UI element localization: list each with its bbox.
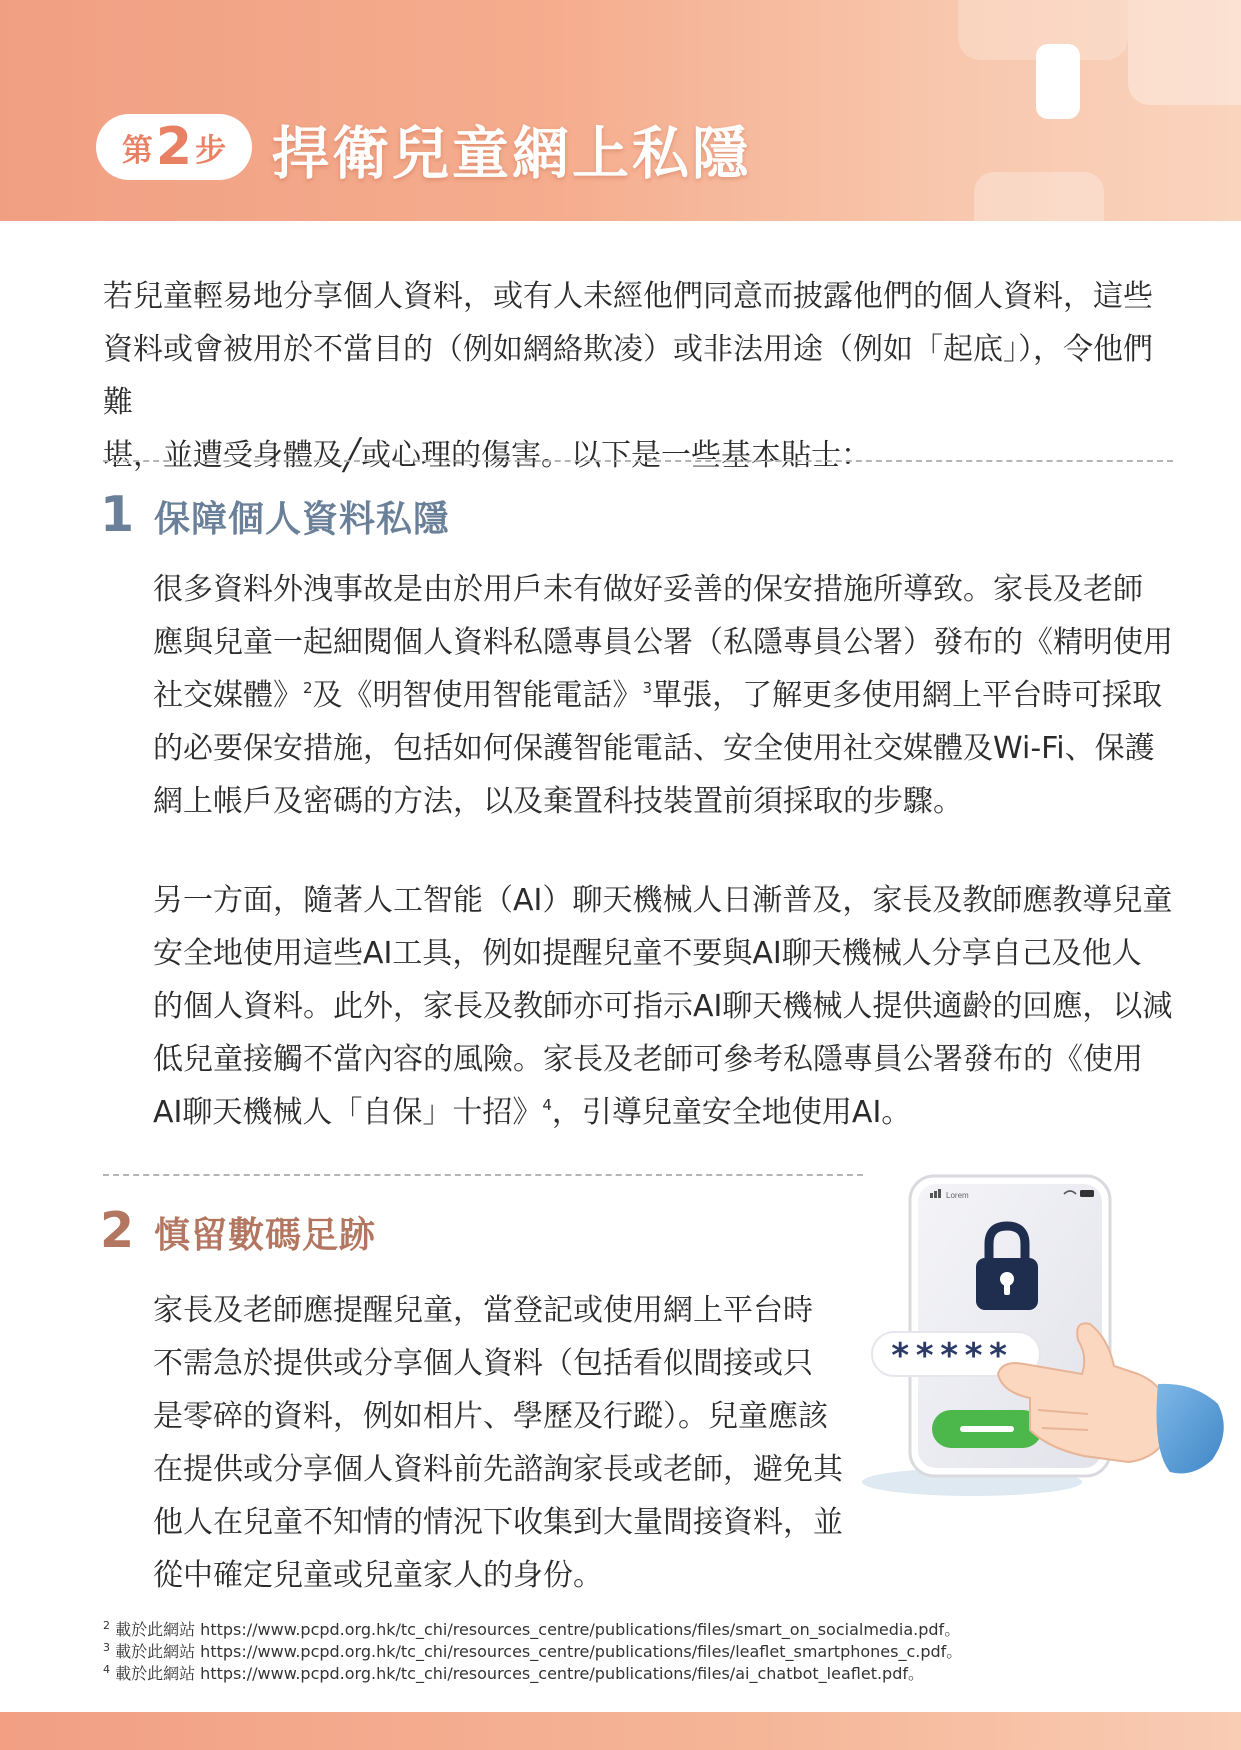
section-1-title: 保障個人資料私隱 <box>154 499 451 540</box>
text-line: 不需急於提供或分享個人資料（包括看似間接或只 <box>153 1346 813 1381</box>
step-badge-suffix: 步 <box>195 132 227 169</box>
text-line: 的個人資料。此外，家長及教師亦可指示AI聊天機械人提供適齡的回應，以減 <box>153 989 1173 1024</box>
text-line: 網上帳戶及密碼的方法，以及棄置科技裝置前須採取的步驟。 <box>153 784 963 819</box>
phone-login-illustration <box>852 1160 1232 1505</box>
status-label: Lorem <box>946 1191 969 1200</box>
text-line: 在提供或分享個人資料前先諮詢家長或老師，避免其 <box>153 1452 843 1487</box>
footnote <box>103 1619 962 1641</box>
text-line: 的必要保安措施，包括如何保護智能電話、安全使用社交媒體及Wi-Fi、保護 <box>153 731 1155 766</box>
decorative-block <box>1036 44 1080 119</box>
text-line: 及《明智使用智能電話》 <box>312 678 643 713</box>
text-line: 從中確定兒童或兒童家人的身份。 <box>153 1558 603 1593</box>
footnote-ref: 3 <box>642 679 653 697</box>
footnote-marker: 3 <box>103 1641 110 1654</box>
footnote-marker: 4 <box>103 1663 110 1676</box>
text-line: 低兒童接觸不當內容的風險。家長及老師可參考私隱專員公署發布的《使用 <box>153 1042 1143 1077</box>
password-mask: ***** <box>890 1336 1013 1376</box>
footnote-text: 載於此網站 https://www.pcpd.org.hk/tc_chi/resources_centre/publications/files/ai_chatbot_leaflet.pdf。 <box>115 1664 925 1683</box>
step-badge-prefix: 第 <box>121 132 153 169</box>
text-line: 家長及老師應提醒兒童，當登記或使用網上平台時 <box>153 1293 813 1328</box>
text-line: ，引導兒童安全地使用AI。 <box>551 1095 912 1130</box>
text-line: 另一方面，隨著人工智能（AI）聊天機械人日漸普及，家長及教師應教導兒童 <box>153 883 1173 918</box>
text-line: 安全地使用這些AI工具，例如提醒兒童不要與AI聊天機械人分享自己及他人 <box>153 936 1142 971</box>
footnote-text: 載於此網站 https://www.pcpd.org.hk/tc_chi/resources_centre/publications/files/leaflet_smartphones_c.pdf。 <box>115 1642 963 1661</box>
step-badge <box>96 114 252 180</box>
decorative-block <box>974 172 1104 221</box>
footnotes <box>103 1619 962 1685</box>
intro-paragraph <box>103 270 1173 482</box>
decorative-block <box>1128 0 1241 105</box>
section-1-heading <box>100 486 450 543</box>
section-2-number: 2 <box>100 1202 135 1259</box>
section-1-number: 1 <box>100 486 135 543</box>
signal-icon <box>930 1193 933 1198</box>
footnote-marker: 2 <box>103 1619 110 1632</box>
page-title: 捍衛兒童網上私隱 <box>272 121 752 187</box>
intro-line: 堪，並遭受身體及╱或心理的傷害。以下是一些基本貼士： <box>103 438 872 473</box>
text-line: 他人在兒童不知情的情況下收集到大量間接資料，並 <box>153 1505 843 1540</box>
footnote-ref: 4 <box>542 1096 552 1114</box>
footer-band <box>0 1712 1241 1750</box>
footnote-ref: 2 <box>303 679 313 697</box>
step-badge-number: 2 <box>155 117 193 177</box>
battery-icon <box>1080 1190 1094 1197</box>
section-divider <box>103 1174 863 1176</box>
text-line: AI聊天機械人「自保」十招》 <box>153 1095 543 1130</box>
section-2-paragraph <box>153 1284 843 1602</box>
section-1-paragraph-1 <box>153 563 1173 828</box>
footnote-text: 載於此網站 https://www.pcpd.org.hk/tc_chi/resources_centre/publications/files/smart_on_socialmedia.pdf。 <box>115 1620 961 1639</box>
text-line: 是零碎的資料，例如相片、學歷及行蹤）。兒童應該 <box>153 1399 828 1434</box>
section-2-heading <box>100 1202 376 1259</box>
footnote <box>103 1641 962 1663</box>
text-line: 應與兒童一起細閱個人資料私隱專員公署（私隱專員公署）發布的《精明使用 <box>153 625 1173 660</box>
section-divider <box>103 460 1173 462</box>
footnote <box>103 1663 962 1685</box>
text-line: 單張，了解更多使用網上平台時可採取 <box>652 678 1163 713</box>
page-header <box>0 0 1241 221</box>
text-line: 社交媒體》 <box>153 678 303 713</box>
sleeve <box>1157 1384 1224 1474</box>
text-line: 很多資料外洩事故是由於用戶未有做好妥善的保安措施所導致。家長及老師 <box>153 572 1143 607</box>
intro-line: 資料或會被用於不當目的（例如網絡欺凌）或非法用途（例如「起底」），令他們難 <box>103 332 1153 420</box>
intro-line: 若兒童輕易地分享個人資料，或有人未經他們同意而披露他們的個人資料，這些 <box>103 279 1153 314</box>
section-2-title: 慎留數碼足跡 <box>154 1215 377 1256</box>
section-1-paragraph-2 <box>153 874 1172 1139</box>
